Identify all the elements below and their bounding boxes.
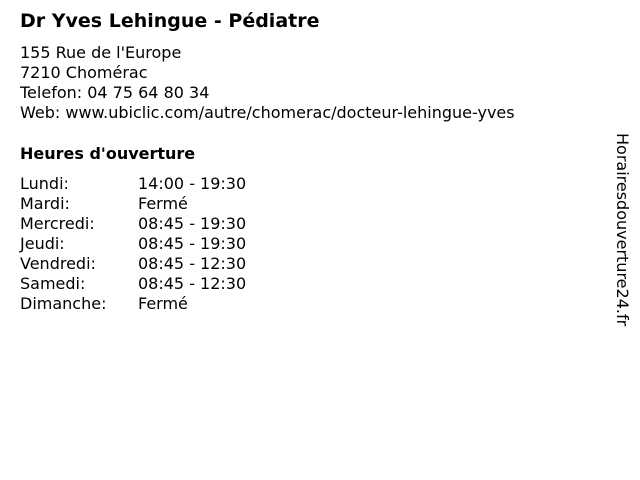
day-label: Lundi:	[20, 174, 69, 193]
day-label: Mardi:	[20, 194, 70, 213]
website: Web: www.ubiclic.com/autre/chomerac/docteur-lehingue-yves	[20, 103, 515, 122]
time-value: 08:45 - 19:30	[138, 214, 247, 233]
page-title: Dr Yves Lehingue - Pédiatre	[20, 10, 320, 32]
time-value: Fermé	[138, 194, 188, 213]
day-label: Samedi:	[20, 274, 86, 293]
time-value: 08:45 - 12:30	[138, 254, 247, 273]
phone-number: Telefon: 04 75 64 80 34	[20, 83, 210, 102]
day-label: Jeudi:	[20, 234, 65, 253]
time-value: 14:00 - 19:30	[138, 174, 247, 193]
time-value: 08:45 - 19:30	[138, 234, 247, 253]
street-address: 155 Rue de l'Europe	[20, 43, 182, 62]
day-label: Vendredi:	[20, 254, 96, 273]
city: 7210 Chomérac	[20, 63, 148, 82]
time-value: Fermé	[138, 294, 188, 313]
time-value: 08:45 - 12:30	[138, 274, 247, 293]
day-label: Mercredi:	[20, 214, 95, 233]
hours-heading: Heures d'ouverture	[20, 144, 196, 163]
site-watermark-text: Horairesdouverture24.fr	[613, 133, 632, 327]
day-label: Dimanche:	[20, 294, 107, 313]
contact-info	[20, 43, 515, 123]
site-watermark	[612, 133, 632, 343]
